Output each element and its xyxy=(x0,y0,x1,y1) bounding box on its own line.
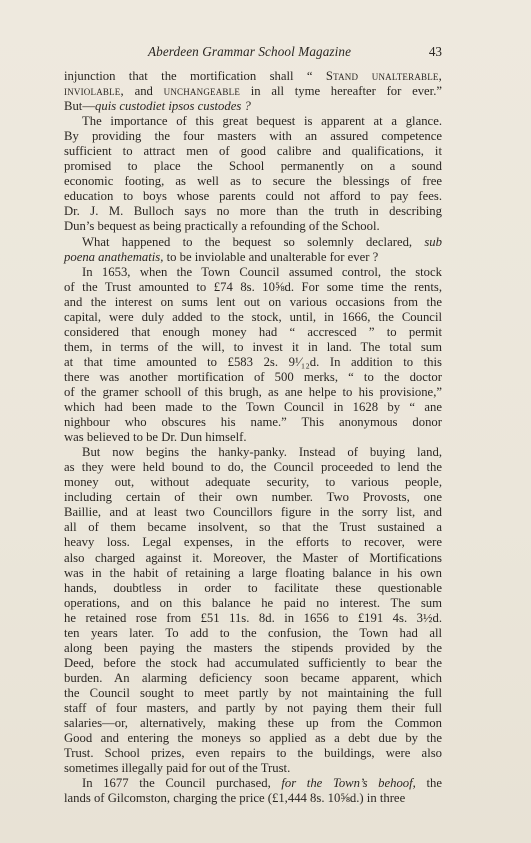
text-run: there was another mortification of 500 merks, “ to the doctor xyxy=(64,369,442,384)
page-number: 43 xyxy=(428,44,442,59)
small-caps-text: inviolable, xyxy=(64,84,124,99)
text-line xyxy=(64,686,442,701)
text-run: injunction that the mortification shall “ xyxy=(64,69,326,83)
text-run: operations, and on this balance he paid no interest. The sum xyxy=(64,595,442,610)
text-run: In 1677 the Council purchased, xyxy=(82,776,282,791)
text-line xyxy=(64,445,442,460)
text-line xyxy=(64,475,442,490)
text-line xyxy=(64,626,442,641)
text-line xyxy=(64,731,442,746)
text-line xyxy=(64,340,442,355)
text-run: which had been made to the Town Council in 1628 by “ ane xyxy=(64,400,442,415)
small-caps-text: unchangeable xyxy=(163,84,241,99)
text-run: salaries—or, alternatively, making these up from the Common xyxy=(64,716,442,731)
text-line xyxy=(64,415,442,430)
text-line xyxy=(64,535,442,550)
text-run: economic footing, as well as to secure the blessings of free xyxy=(64,174,442,189)
text-run: of the gramer schooll of this brugh, as ane helpe to his provisione,” xyxy=(64,384,442,399)
text-run: staff of four masters, and partly by not paying them their full xyxy=(64,700,442,715)
text-line xyxy=(64,84,442,99)
text-run: sometimes illegally paid for out of the Trust. xyxy=(64,761,291,776)
text-run: Baillie, and at least two Councillors figure in the sorry list, and xyxy=(64,505,442,520)
text-line xyxy=(64,189,442,204)
running-title: Aberdeen Grammar School Magazine xyxy=(148,44,352,59)
text-line xyxy=(64,250,442,265)
text-line xyxy=(64,280,442,295)
text-line xyxy=(64,671,442,686)
body-text xyxy=(64,69,442,806)
text-run: Dun’s bequest as being practically a refounding of the School. xyxy=(64,219,380,234)
text-run: considered that enough money had “ accresced ” to permit xyxy=(64,324,442,339)
text-line xyxy=(64,174,442,189)
text-run: ten years later. To add to the confusion, the Town had all xyxy=(64,625,442,640)
text-line xyxy=(64,219,442,234)
text-run: at that time amounted to £583 2s. 9¹⁄₁₂d. In addition to this xyxy=(64,354,442,369)
text-line xyxy=(64,791,442,806)
text-line xyxy=(64,520,442,535)
text-run: But now begins the hanky-panky. Instead of buying land, xyxy=(82,445,442,460)
text-line xyxy=(64,385,442,400)
text-run: them, in terms of the will, to invest it in land. The total sum xyxy=(64,339,442,354)
text-line xyxy=(64,114,442,129)
text-line xyxy=(64,761,442,776)
text-run: education to boys whose parents could not afford to pay fees. xyxy=(64,189,442,204)
text-line xyxy=(64,505,442,520)
text-line xyxy=(64,596,442,611)
italic-text: quis custodiet ipsos custodes ? xyxy=(95,99,251,114)
text-run: as they were held bound to do, the Council proceeded to lend the xyxy=(64,460,442,475)
text-line xyxy=(64,370,442,385)
text-run: including certain of their own number. Two Provosts, one xyxy=(64,490,442,505)
text-run: But— xyxy=(64,99,96,114)
text-run: to be inviolable and unalterable for ever ? xyxy=(163,249,379,264)
text-run: By providing the four masters with an assured competence xyxy=(64,129,442,144)
text-line xyxy=(64,325,442,340)
italic-text: poena anathematis, xyxy=(64,249,164,264)
text-run: Good and entering the moneys so applied as a debt due by the xyxy=(64,731,442,746)
text-line xyxy=(64,99,442,114)
text-run: and the interest on sums lent out on various occasions from the xyxy=(64,294,442,309)
text-line xyxy=(64,265,442,280)
text-line xyxy=(64,776,442,791)
text-run: Dr. J. M. Bulloch says no more than the truth in describing xyxy=(64,204,442,219)
text-line xyxy=(64,430,442,445)
small-caps-text: Stand unalterable, xyxy=(325,69,442,83)
text-line xyxy=(64,144,442,159)
text-line xyxy=(64,611,442,626)
text-line xyxy=(64,355,442,370)
text-line xyxy=(64,310,442,325)
text-run: Deed, before the stock had accumulated sufficiently to bear the xyxy=(64,655,442,670)
text-run: The importance of this great bequest is apparent at a glance. xyxy=(82,114,442,129)
text-run: all of them became insolvent, so that the Trust sustained a xyxy=(64,520,442,535)
text-line xyxy=(64,701,442,716)
page-header xyxy=(64,44,442,62)
text-line xyxy=(64,641,442,656)
text-run: also charged against it. Moreover, the Master of Mortifications xyxy=(64,550,442,565)
text-run: promised to place the School permanently on a sound xyxy=(64,159,442,174)
text-line xyxy=(64,295,442,310)
text-line xyxy=(64,656,442,671)
text-run: Trust. School prizes, even repairs to the buildings, were also xyxy=(64,746,442,761)
text-line xyxy=(64,581,442,596)
italic-text: for the Town’s behoof, xyxy=(281,776,416,791)
text-line xyxy=(64,746,442,761)
text-run: In 1653, when the Town Council assumed control, the stock xyxy=(82,264,442,279)
text-run: capital, were duly added to the stock, until, in 1666, the Council xyxy=(64,309,442,324)
text-line xyxy=(64,460,442,475)
text-line xyxy=(64,129,442,144)
text-run: and xyxy=(123,84,164,99)
text-line xyxy=(64,400,442,415)
text-line xyxy=(64,490,442,505)
text-run: of the Trust amounted to £74 8s. 10⅝d. For some time the rents, xyxy=(64,279,442,294)
text-line xyxy=(64,69,442,84)
text-run: in all tyme hereafter for ever.” xyxy=(240,84,443,99)
italic-text: sub xyxy=(424,234,442,249)
text-run: was in the habit of retaining a large floating balance in his own xyxy=(64,565,442,580)
text-run: was believed to be Dr. Dun himself. xyxy=(64,430,247,445)
text-run: nighbour who obscures his name.” This anonymous donor xyxy=(64,415,442,430)
text-run: along been paying the masters the stipends provided by the xyxy=(64,640,442,655)
text-run: lands of Gilcomston, charging the price (£1,444 8s. 10⅝d.) in three xyxy=(64,791,406,806)
text-run: sufficient to attract men of good calibre and qualifications, it xyxy=(64,144,442,159)
text-line xyxy=(64,551,442,566)
text-run: hands, doubtless in order to facilitate these questionable xyxy=(64,580,442,595)
text-run: the xyxy=(415,776,442,791)
text-run: heavy loss. Legal expenses, in the efforts to recover, were xyxy=(64,535,442,550)
text-run: burden. An alarming deficiency soon became apparent, which xyxy=(64,670,442,685)
text-run: What happened to the bequest so solemnly declared, xyxy=(82,234,425,249)
text-line xyxy=(64,204,442,219)
text-run: he retained rose from £51 11s. 8d. in 1656 to £191 4s. 3½d. xyxy=(64,610,442,625)
text-line xyxy=(64,716,442,731)
text-run: the Council sought to meet partly by not maintaining the full xyxy=(64,685,442,700)
text-line xyxy=(64,566,442,581)
text-line xyxy=(64,159,442,174)
text-run: money out, without adequate security, to various people, xyxy=(64,475,442,490)
text-line xyxy=(64,235,442,250)
